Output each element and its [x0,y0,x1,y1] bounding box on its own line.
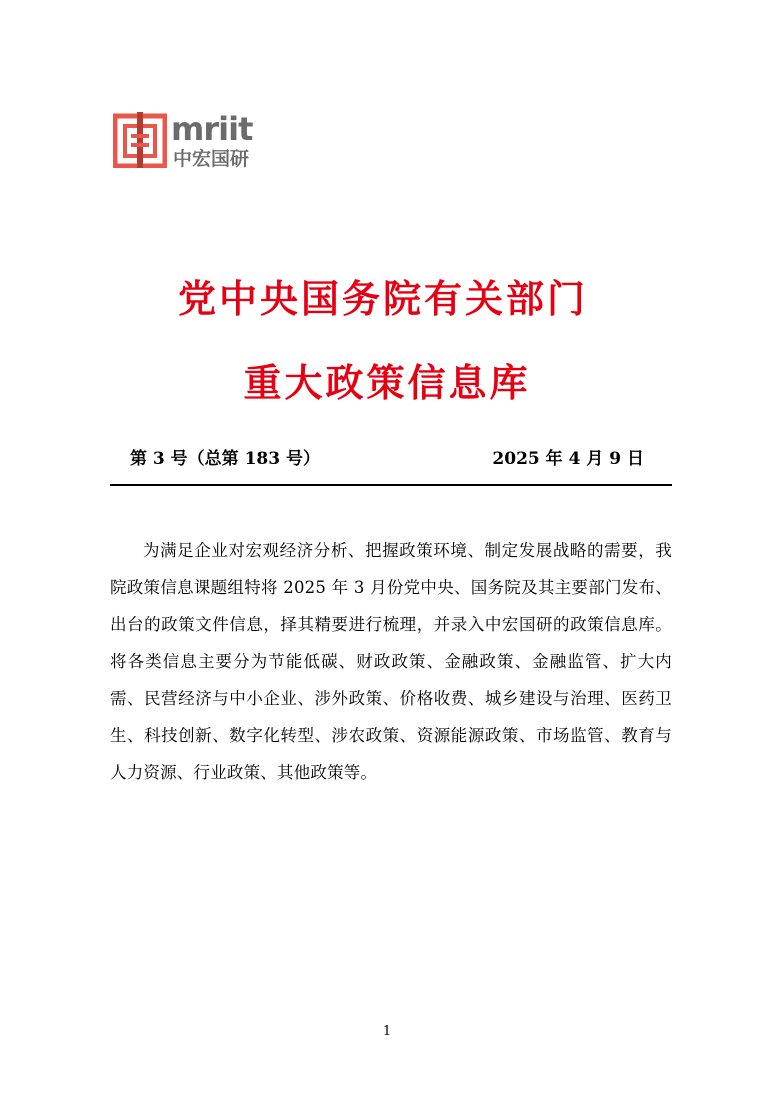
issue-number: 第 3 号（总第 183 号） [130,449,320,469]
document-title-line-1: 党中央国务院有关部门 [177,276,588,321]
issue-date: 2025 年 4 月 9 日 [492,449,644,469]
body-paragraph: 为满足企业对宏观经济分析、把握政策环境、制定发展战略的需要，我院政策信息课题组特将 2025 年 3 月份党中央、国务院及其主要部门发布、出台的政策文件信息，择其精要进行梳理，并录入中宏国研的政策信息库。将各类信息主要分为节能低碳、财政政策、金融政策、金融监管、扩大内需、民营经济与中小企业、涉外政策、价格收费、城乡建设与治理、医药卫生、科技创新、数字化转型、涉农政策、资源能源政策、市场监管、教育与人力资源、行业政策、其他政策等。 [110,541,672,782]
logo-text-en: mriit [171,110,253,148]
logo [113,112,273,176]
mriit-logo-icon [113,112,167,168]
page-number: 1 [382,1024,392,1039]
header-divider [110,484,672,486]
logo-text-cn: 中宏国研 [173,148,250,170]
issue-info [110,444,670,474]
document-title-line-2: 重大政策信息库 [243,360,531,405]
